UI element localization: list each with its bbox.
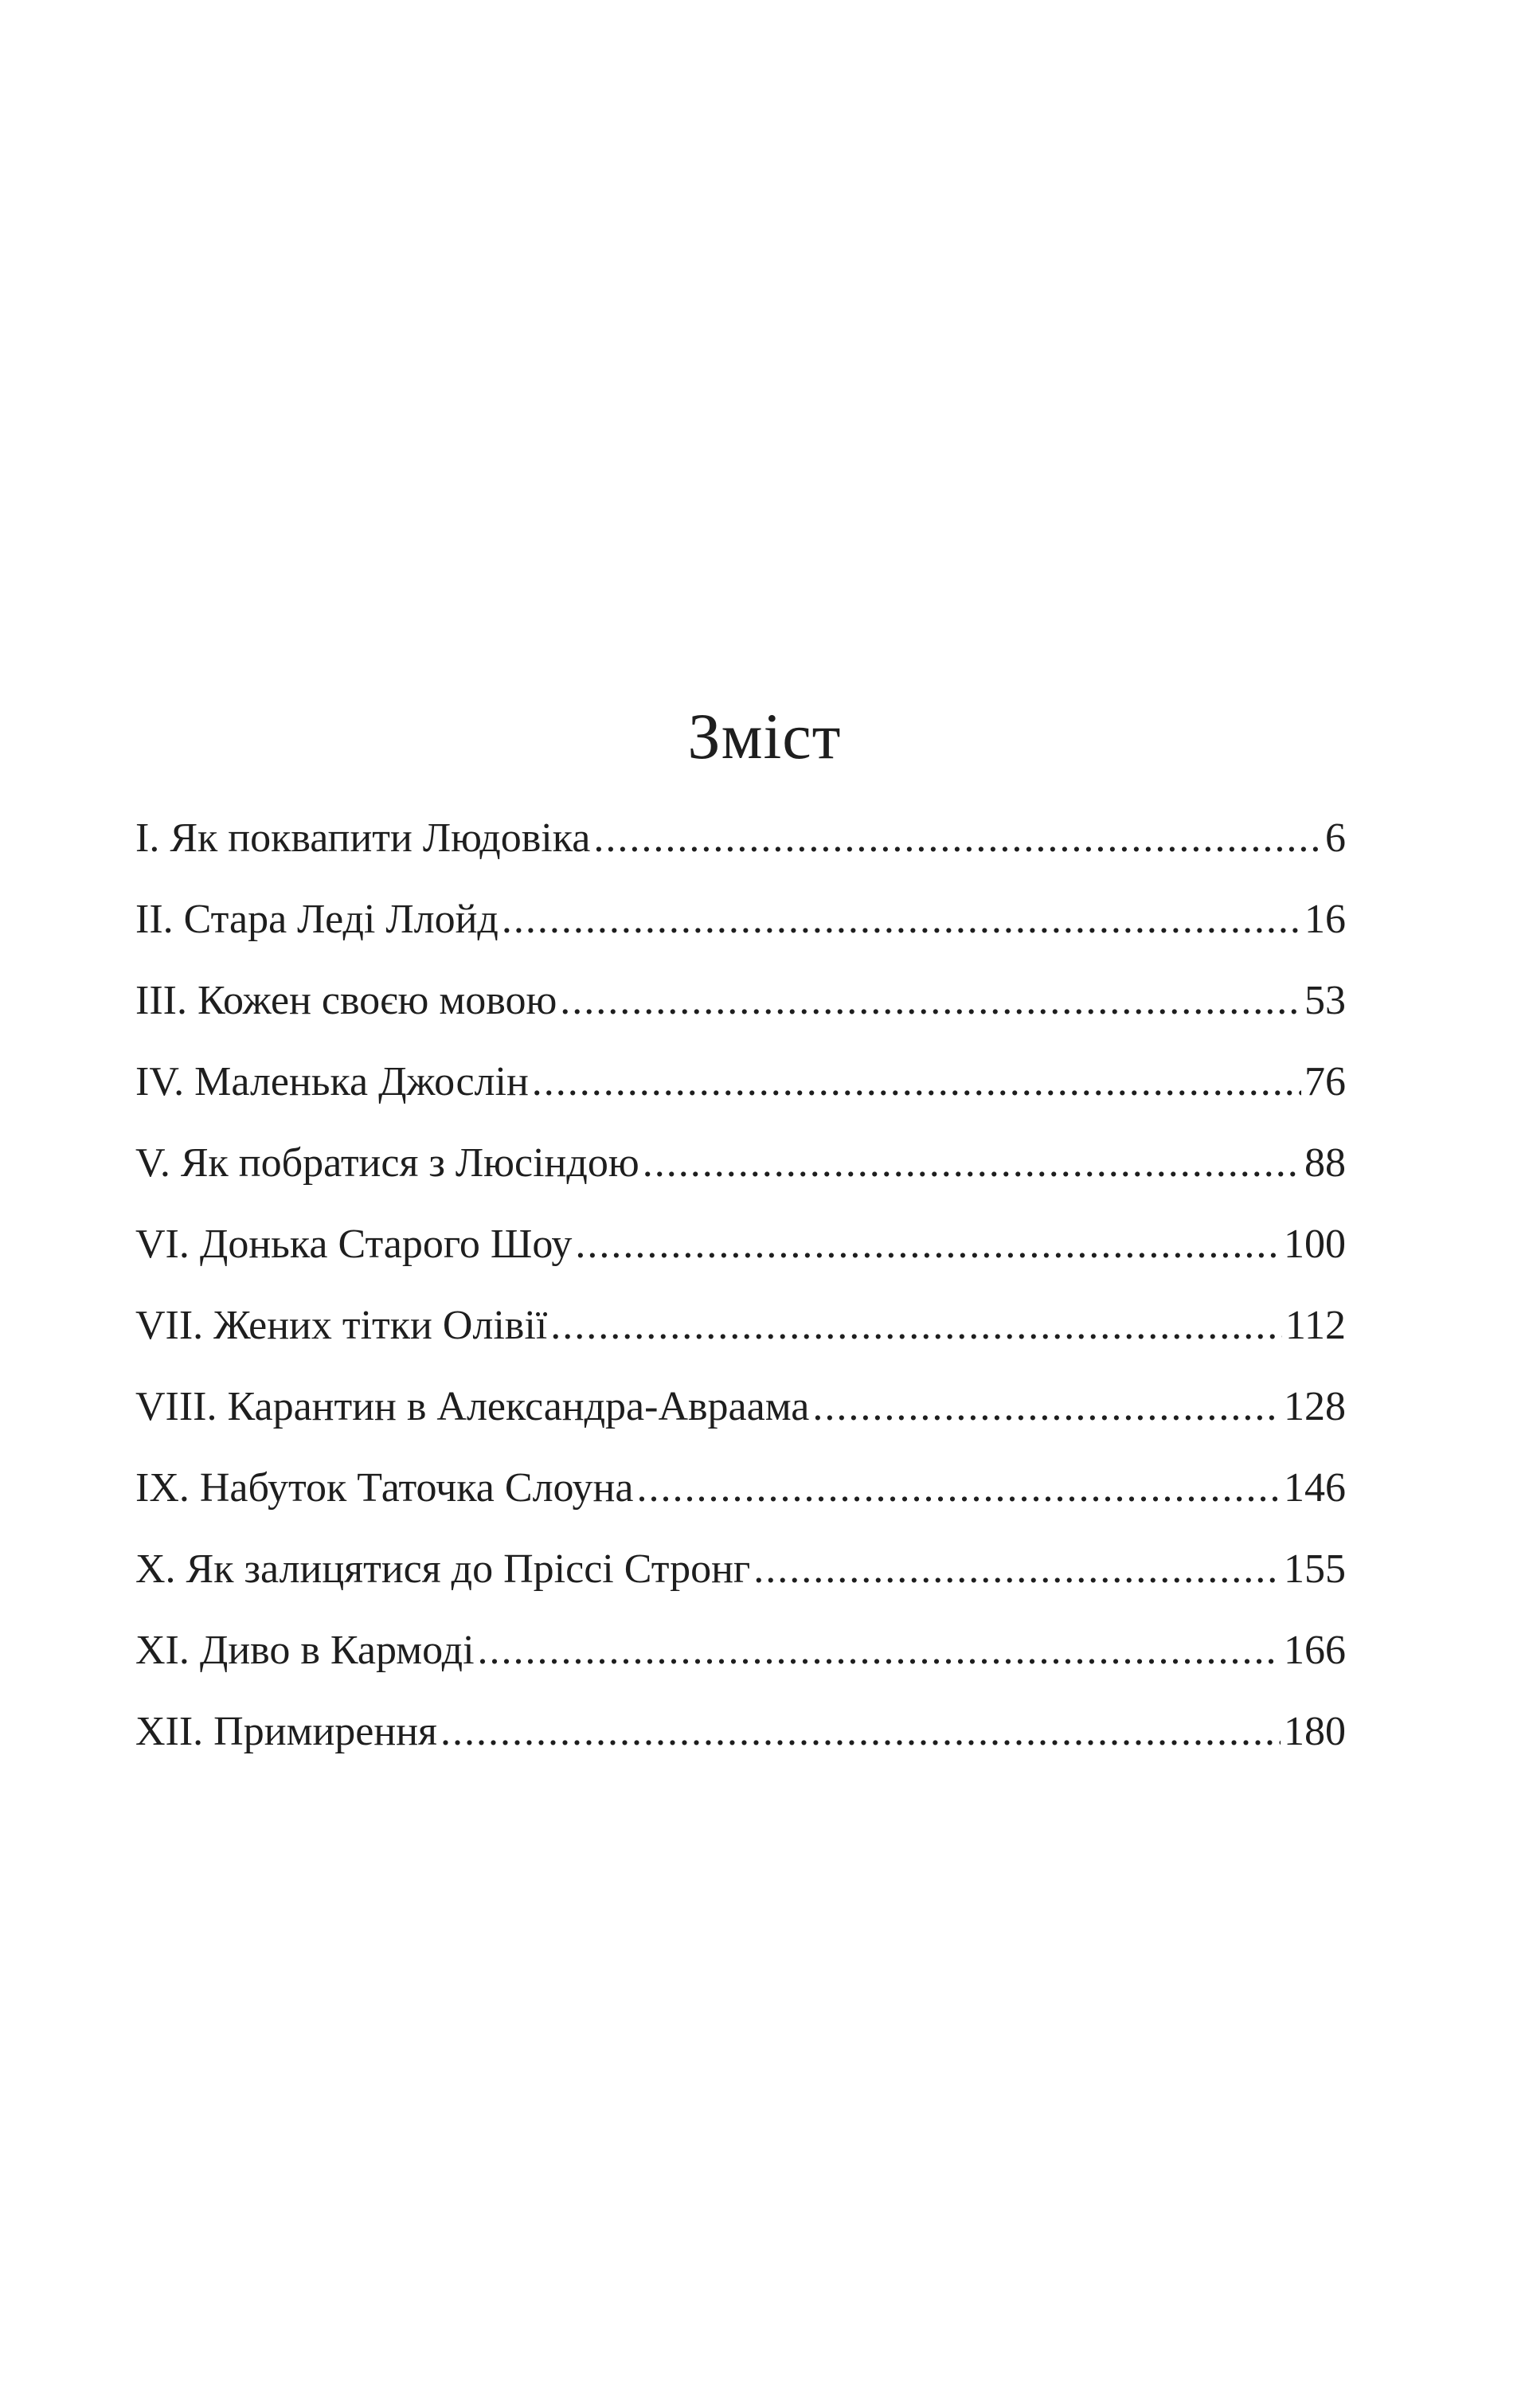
dot-leader — [550, 1285, 1282, 1366]
toc-entry-5 — [135, 1123, 1346, 1204]
toc-entry-page: 76 — [1304, 1059, 1346, 1104]
toc-entry-1 — [135, 798, 1346, 879]
toc-entry-11 — [135, 1610, 1346, 1691]
toc-entry-6 — [135, 1204, 1346, 1285]
toc-list — [135, 798, 1346, 1773]
toc-entry-page: 100 — [1284, 1222, 1346, 1267]
toc-entry-label: IX. Набуток Таточка Слоуна — [135, 1465, 634, 1511]
table-of-contents — [135, 693, 1346, 1773]
toc-entry-page: 155 — [1284, 1546, 1346, 1592]
dot-leader — [643, 1123, 1301, 1204]
dot-leader — [753, 1529, 1281, 1610]
toc-entry-page: 16 — [1304, 897, 1346, 942]
dot-leader — [593, 798, 1322, 879]
toc-entry-label: V. Як побратися з Люсіндою — [135, 1140, 639, 1186]
toc-entry-page: 53 — [1304, 978, 1346, 1023]
toc-entry-label: I. Як поквапити Людовіка — [135, 815, 591, 861]
toc-entry-label: IV. Маленька Джослін — [135, 1059, 529, 1104]
toc-entry-8 — [135, 1366, 1346, 1448]
dot-leader — [440, 1691, 1281, 1773]
toc-entry-page: 128 — [1284, 1384, 1346, 1429]
toc-entry-label: XI. Диво в Кармоді — [135, 1628, 475, 1673]
dot-leader — [502, 879, 1301, 960]
toc-entry-12 — [135, 1691, 1346, 1773]
dot-leader — [636, 1448, 1281, 1529]
toc-entry-3 — [135, 960, 1346, 1042]
dot-leader — [560, 960, 1301, 1042]
dot-leader — [812, 1366, 1281, 1448]
toc-entry-label: XII. Примирення — [135, 1709, 437, 1754]
dot-leader — [532, 1042, 1301, 1123]
toc-entry-9 — [135, 1448, 1346, 1529]
toc-entry-4 — [135, 1042, 1346, 1123]
dot-leader — [575, 1204, 1281, 1285]
toc-entry-label: III. Кожен своєю мовою — [135, 978, 557, 1023]
toc-entry-page: 6 — [1325, 815, 1346, 861]
toc-entry-2 — [135, 879, 1346, 960]
toc-entry-label: VI. Донька Старого Шоу — [135, 1222, 573, 1267]
toc-entry-page: 166 — [1284, 1628, 1346, 1673]
page-title: Зміст — [687, 700, 842, 772]
toc-entry-page: 180 — [1284, 1709, 1346, 1754]
toc-entry-label: VIII. Карантин в Александра-Авраама — [135, 1384, 810, 1429]
toc-entry-page: 88 — [1304, 1140, 1346, 1186]
dot-leader — [478, 1610, 1281, 1691]
toc-entry-label: II. Стара Леді Ллойд — [135, 897, 499, 942]
toc-entry-7 — [135, 1285, 1346, 1366]
toc-entry-10 — [135, 1529, 1346, 1610]
toc-entry-page: 146 — [1284, 1465, 1346, 1511]
toc-entry-label: X. Як залицятися до Пріссі Стронг — [135, 1546, 751, 1592]
toc-entry-label: VII. Жених тітки Олівії — [135, 1303, 548, 1348]
toc-entry-page: 112 — [1285, 1303, 1346, 1348]
